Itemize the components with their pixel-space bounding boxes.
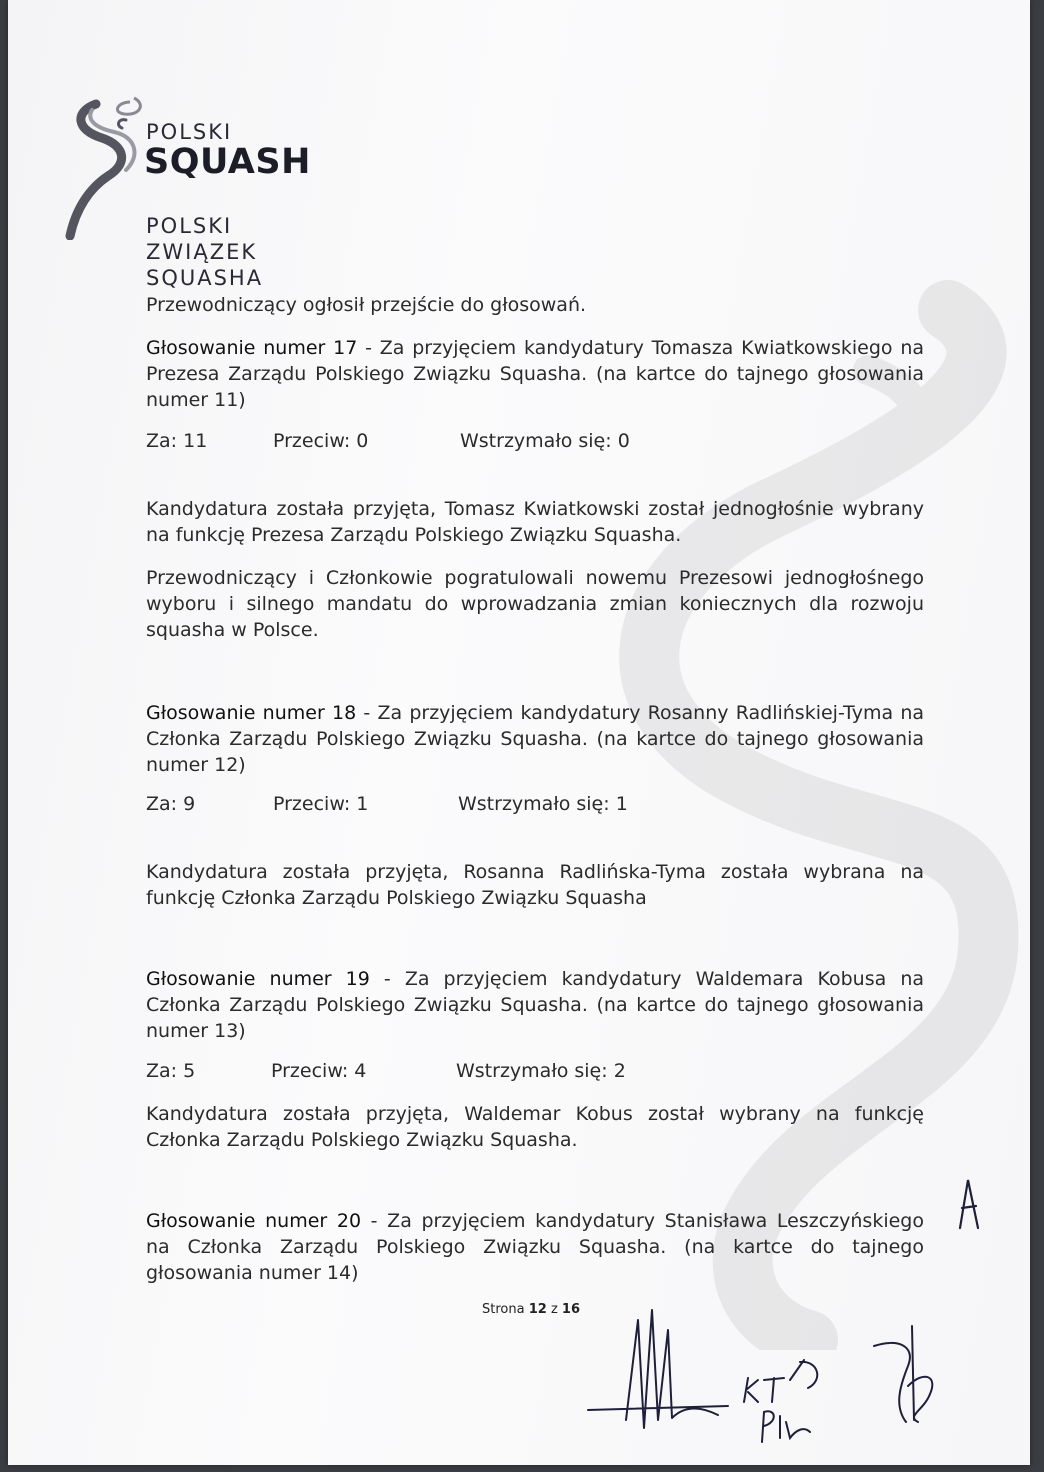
total-pages: 16 bbox=[561, 1302, 581, 1317]
vote-18-heading: Głosowanie numer 18 bbox=[146, 702, 357, 724]
org-name-line: SQUASHA bbox=[146, 266, 264, 290]
abstain-label: Wstrzymało się: bbox=[460, 430, 612, 452]
congratulations-paragraph: Przewodniczący i Członkowie pogratulowali nowemu Prezesowi jednogłośnego wyboru i silnego mandatu do wprowadzania zmian koniecznych dla rozwoju squasha w Polsce. bbox=[146, 567, 924, 641]
org-name-line: ZWIĄZEK bbox=[146, 240, 258, 264]
document-page bbox=[8, 0, 1030, 1465]
against-label: Przeciw: bbox=[273, 793, 351, 815]
handwritten-signatures bbox=[568, 1170, 1008, 1460]
for-label: Za: bbox=[146, 793, 178, 815]
abstain-label: Wstrzymało się: bbox=[456, 1060, 608, 1082]
signature-1 bbox=[588, 1310, 728, 1428]
page-separator: z bbox=[550, 1302, 558, 1317]
squash-logo-icon bbox=[56, 90, 148, 240]
organization-name bbox=[146, 213, 263, 291]
against-label: Przeciw: bbox=[273, 430, 351, 452]
for-count: 5 bbox=[183, 1060, 196, 1082]
vote-17-text: - Za przyjęciem kandydatury Tomasza Kwiatkowskiego na Prezesa Zarządu Polskiego Związku Squasha. (na kartce do tajnego głosowania numer 11) bbox=[146, 337, 925, 411]
vote-18-text: - Za przyjęciem kandydatury Rosanny Radlińskiej-Tyma na Członka Zarządu Polskiego Związku Squasha. (na kartce do tajnego głosowania numer 12) bbox=[146, 702, 924, 776]
vote-17-paragraph bbox=[146, 335, 924, 413]
vote-19-results bbox=[146, 1060, 626, 1082]
vote-20-heading: Głosowanie numer 20 bbox=[146, 1210, 362, 1232]
abstain-count: 2 bbox=[613, 1060, 626, 1082]
current-page: 12 bbox=[528, 1302, 547, 1317]
vote-18-results bbox=[146, 793, 628, 815]
for-label: Za: bbox=[146, 430, 178, 452]
vote-19-heading: Głosowanie numer 19 bbox=[146, 968, 370, 990]
handwritten-initial-a bbox=[960, 1180, 978, 1228]
signature-2 bbox=[874, 1326, 932, 1422]
org-name-line: POLSKI bbox=[146, 214, 233, 238]
signature-pk bbox=[762, 1411, 810, 1442]
logo-text-squash: SQUASH bbox=[144, 142, 311, 182]
page-number bbox=[482, 1302, 580, 1317]
vote-18-paragraph bbox=[146, 700, 924, 778]
vote-17-results bbox=[146, 430, 630, 452]
page-prefix: Strona bbox=[482, 1302, 525, 1317]
abstain-label: Wstrzymało się: bbox=[458, 793, 610, 815]
against-count: 4 bbox=[354, 1060, 367, 1082]
for-count: 9 bbox=[183, 793, 196, 815]
for-label: Za: bbox=[146, 1060, 178, 1082]
vote-19-text: - Za przyjęciem kandydatury Waldemara Kobusa na Członka Zarządu Polskiego Związku Squasha. (na kartce do tajnego głosowania numer 13) bbox=[146, 968, 925, 1042]
logo-text-polski: POLSKI bbox=[146, 120, 233, 144]
for-count: 11 bbox=[183, 430, 208, 452]
vote-20-text: - Za przyjęciem kandydatury Stanisława Leszczyńskiego na Członka Zarządu Polskiego Związku Squasha. (na kartce do tajnego głosowania numer 14) bbox=[146, 1210, 924, 1284]
vote-19-result: Kandydatura została przyjęta, Waldemar Kobus został wybrany na funkcję Członka Zarządu Polskiego Związku Squasha. bbox=[146, 1103, 924, 1151]
vote-17-heading: Głosowanie numer 17 bbox=[146, 337, 358, 359]
intro-paragraph: Przewodniczący ogłosił przejście do głosowań. bbox=[146, 294, 587, 316]
abstain-count: 0 bbox=[617, 430, 630, 452]
against-count: 0 bbox=[356, 430, 369, 452]
signature-kt bbox=[744, 1360, 817, 1402]
vote-18-result: Kandydatura została przyjęta, Rosanna Radlińska-Tyma została wybrana na funkcję Członka Zarządu Polskiego Związku Squasha bbox=[146, 861, 924, 909]
vote-17-result: Kandydatura została przyjęta, Tomasz Kwiatkowski został jednogłośnie wybrany na funkcję Prezesa Zarządu Polskiego Związku Squasha. bbox=[146, 498, 924, 546]
vote-19-paragraph bbox=[146, 966, 924, 1044]
against-count: 1 bbox=[356, 793, 369, 815]
abstain-count: 1 bbox=[615, 793, 628, 815]
against-label: Przeciw: bbox=[271, 1060, 349, 1082]
